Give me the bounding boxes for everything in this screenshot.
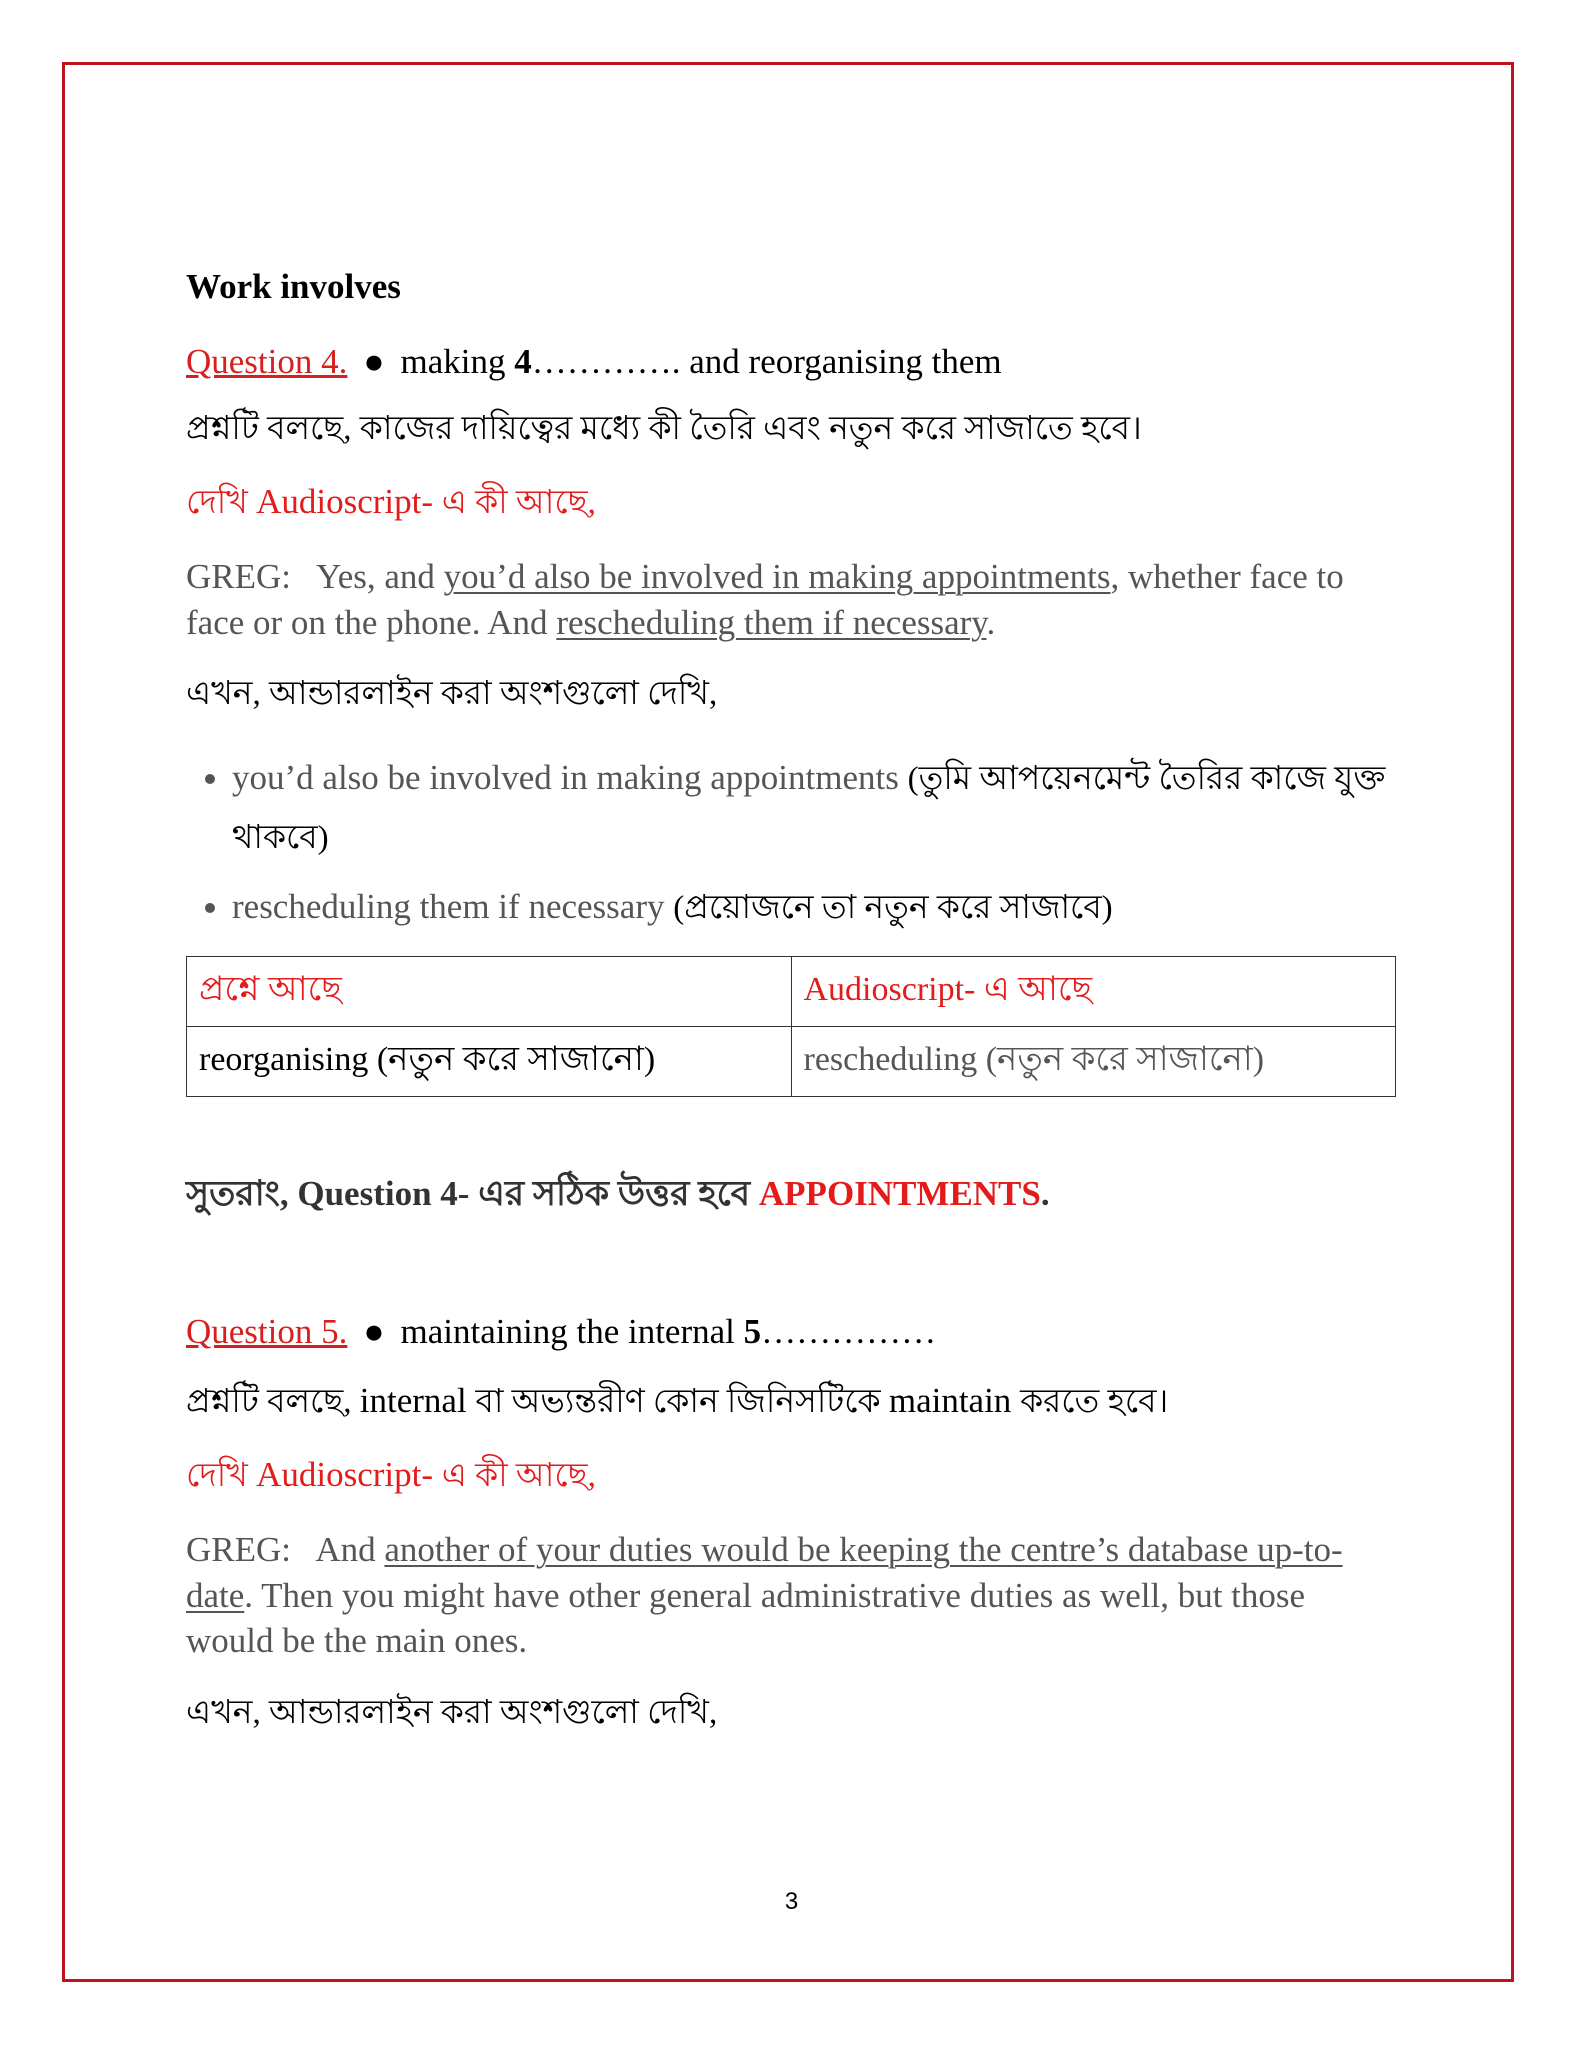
question-5-line: Question 5. ● maintaining the internal 5…………… [186,1312,937,1352]
comparison-table [186,956,1396,1097]
list-item: • you’d also be involved in making appointments (তুমি আপয়েনমেন্ট তৈরির কাজে যুক্ত থাকবে) [232,748,1396,867]
underlined-phrase: rescheduling them if necessary [556,602,987,642]
question-4-label: Question 4. [186,342,348,381]
underlined-phrase: another of your duties would be keeping the centre’s database up-to-date [186,1530,1343,1615]
question-5-number: 5 [743,1312,762,1352]
question-5-label: Question 5. [186,1312,348,1352]
question-4-line: Question 4. ● making 4…………. and reorganising them [186,342,1002,381]
bullet-dot: ● [363,1312,385,1352]
table-row [187,1027,1396,1097]
see-audioscript-4: দেখি Audioscript- এ কী আছে, [186,481,596,521]
audioscript-4: GREG: Yes, and you’d also be involved in making appointments, whether face to face or on the phone. And rescheduling them if necessary. [186,557,1344,642]
answer-word: APPOINTMENTS [758,1174,1041,1214]
table-cell: reorganising (নতুন করে সাজানো) [187,1027,792,1097]
table-row [187,957,1396,1027]
speaker-label: GREG: [186,557,291,597]
see-audioscript-5: দেখি Audioscript- এ কী আছে, [186,1454,596,1494]
question-4-number: 4 [514,342,532,381]
section-heading: Work involves [186,267,401,306]
page-number: 3 [784,1888,799,1915]
table-header-question: প্রশ্নে আছে [187,957,792,1027]
underlined-phrase: you’d also be involved in making appointments [443,557,1111,597]
table-header-audioscript: Audioscript- এ আছে [791,957,1396,1027]
question-4-explanation: প্রশ্নটি বলছে, কাজের দায়িত্বের মধ্যে কী তৈরি এবং নতুন করে সাজাতে হবে। [186,411,1142,447]
question-5-explanation: প্রশ্নটি বলছে, internal বা অভ্যন্তরীণ কোন জিনিসটিকে maintain করতে হবে। [186,1381,1169,1421]
table-cell: rescheduling (নতুন করে সাজানো) [791,1027,1396,1097]
speaker-label: GREG: [186,1530,291,1570]
now-see-underlined-4: এখন, আন্ডারলাইন করা অংশগুলো দেখি, [186,676,718,713]
bullet-dot: ● [363,342,385,381]
question-4-answer: সুতরাং, Question 4- এর সঠিক উত্তর হবে APPOINTMENTS. [186,1174,1050,1214]
now-see-underlined-5: এখন, আন্ডারলাইন করা অংশগুলো দেখি, [186,1694,718,1731]
audioscript-5: GREG: And another of your duties would be keeping the centre’s database up-to-date. Then you might have other general administrative duties as well, but those would be the main ones. [186,1530,1343,1661]
list-item: • rescheduling them if necessary (প্রয়োজনে তা নতুন করে সাজাবে) [232,877,1396,937]
underlined-list [186,748,1396,937]
page-content [186,266,1396,1734]
